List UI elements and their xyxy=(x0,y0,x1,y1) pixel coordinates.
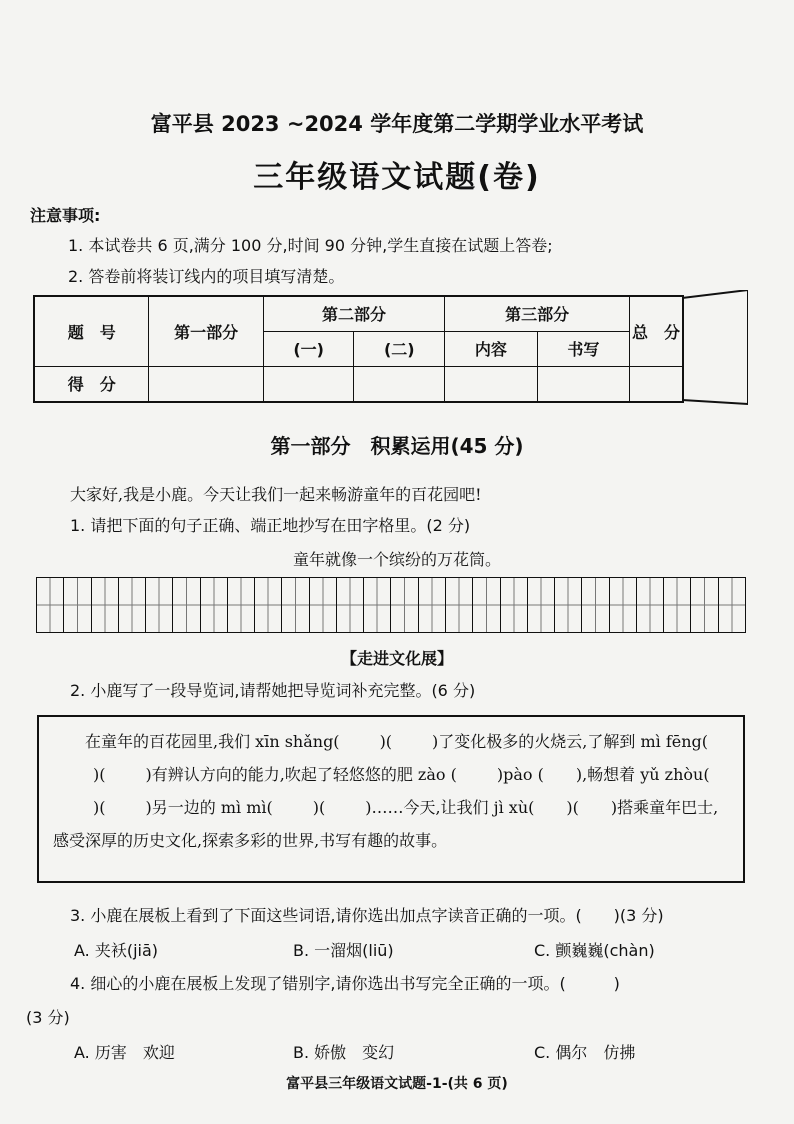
row-label-score: 得 分 xyxy=(34,366,149,402)
tianzige-cell[interactable] xyxy=(419,578,446,632)
col-part3: 第三部分 xyxy=(445,296,630,331)
q3-option-a[interactable]: A. 夹袄(jiā) xyxy=(74,941,159,960)
tianzige-cell[interactable] xyxy=(719,578,745,632)
table-fold-tab xyxy=(682,290,748,408)
score-table xyxy=(33,295,684,403)
q4-option-a[interactable]: A. 历害 欢迎 xyxy=(74,1043,175,1062)
tianzige-cell[interactable] xyxy=(691,578,718,632)
tianzige-cell[interactable] xyxy=(391,578,418,632)
col-part1: 第一部分 xyxy=(149,296,263,366)
row-label-question: 题 号 xyxy=(34,296,149,366)
notice-item-2: 2. 答卷前将装订线内的项目填写清楚。 xyxy=(68,267,345,286)
tianzige-cell[interactable] xyxy=(446,578,473,632)
tianzige-cell[interactable] xyxy=(173,578,200,632)
q4-text: 4. 细心的小鹿在展板上发现了错别字,请你选出书写完全正确的一项。( ) xyxy=(70,974,620,993)
tianzige-cell[interactable] xyxy=(146,578,173,632)
col-part2: 第二部分 xyxy=(263,296,444,331)
score-cell-part2-1[interactable] xyxy=(263,366,354,402)
tianzige-cell[interactable] xyxy=(582,578,609,632)
tianzige-cell[interactable] xyxy=(473,578,500,632)
tianzige-cell[interactable] xyxy=(555,578,582,632)
tianzige-cell[interactable] xyxy=(528,578,555,632)
score-cell-total[interactable] xyxy=(630,366,683,402)
section1-title: 第一部分 积累运用(45 分) xyxy=(270,434,524,458)
q3-option-b[interactable]: B. 一溜烟(liū) xyxy=(293,941,394,960)
tianzige-cell[interactable] xyxy=(201,578,228,632)
q3-option-c[interactable]: C. 颤巍巍(chàn) xyxy=(534,941,655,960)
tianzige-cell[interactable] xyxy=(310,578,337,632)
exam-header-title: 富平县 2023 ~2024 学年度第二学期学业水平考试 xyxy=(150,112,644,136)
tianzige-cell[interactable] xyxy=(119,578,146,632)
tianzige-cell[interactable] xyxy=(364,578,391,632)
tianzige-cell[interactable] xyxy=(664,578,691,632)
guide-passage: 在童年的百花园里,我们 xīn shǎng( )( )了变化极多的火烧云,了解到 mì fēng()( )有辨认方向的能力,吹起了轻悠悠的肥 zào ( )pào ( ),畅想着 yǔ zhòu()( )另一边的 mì mì( )( )……今天,让我们 jì xù( )( )搭乘童年巴士,感受深厚的历史文化,探索多彩的世界,书写有趣的故事。 xyxy=(53,732,719,850)
tianzige-cell[interactable] xyxy=(92,578,119,632)
col-part3-writing: 书写 xyxy=(537,331,630,366)
tianzige-cell[interactable] xyxy=(37,578,64,632)
tianzige-cell[interactable] xyxy=(64,578,91,632)
tianzige-cell[interactable] xyxy=(228,578,255,632)
q1-text: 1. 请把下面的句子正确、端正地抄写在田字格里。(2 分) xyxy=(70,516,471,535)
tianzige-cell[interactable] xyxy=(337,578,364,632)
q4-text-cont: (3 分) xyxy=(26,1008,70,1027)
score-cell-part2-2[interactable] xyxy=(354,366,445,402)
col-part2-sub1: (一) xyxy=(263,331,354,366)
col-part2-sub2: (二) xyxy=(354,331,445,366)
tianzige-cell[interactable] xyxy=(610,578,637,632)
tianzige-grid[interactable] xyxy=(36,577,746,633)
q4-option-c[interactable]: C. 偶尔 仿拂 xyxy=(534,1043,636,1062)
guide-passage-box xyxy=(37,715,745,883)
exam-subtitle: 三年级语文试题(卷) xyxy=(253,160,541,195)
q3-text: 3. 小鹿在展板上看到了下面这些词语,请你选出加点字读音正确的一项。( )(3 分) xyxy=(70,906,664,925)
section1-intro: 大家好,我是小鹿。今天让我们一起来畅游童年的百花园吧! xyxy=(70,485,482,504)
tianzige-cell[interactable] xyxy=(282,578,309,632)
culture-banner: 【走进文化展】 xyxy=(340,649,453,668)
notice-item-1: 1. 本试卷共 6 页,满分 100 分,时间 90 分钟,学生直接在试题上答卷; xyxy=(68,236,553,255)
score-cell-part3-content[interactable] xyxy=(445,366,538,402)
tianzige-cell[interactable] xyxy=(255,578,282,632)
col-part3-content: 内容 xyxy=(445,331,538,366)
q4-option-b[interactable]: B. 娇傲 变幻 xyxy=(293,1043,395,1062)
score-cell-part1[interactable] xyxy=(149,366,263,402)
q2-text: 2. 小鹿写了一段导览词,请帮她把导览词补充完整。(6 分) xyxy=(70,681,476,700)
notice-heading: 注意事项: xyxy=(30,206,101,225)
tianzige-cell[interactable] xyxy=(637,578,664,632)
tianzige-cell[interactable] xyxy=(501,578,528,632)
score-cell-part3-writing[interactable] xyxy=(537,366,630,402)
q1-sentence: 童年就像一个缤纷的万花筒。 xyxy=(292,550,501,569)
page-footer: 富平县三年级语文试题-1-(共 6 页) xyxy=(286,1076,508,1092)
col-total: 总 分 xyxy=(630,296,683,366)
